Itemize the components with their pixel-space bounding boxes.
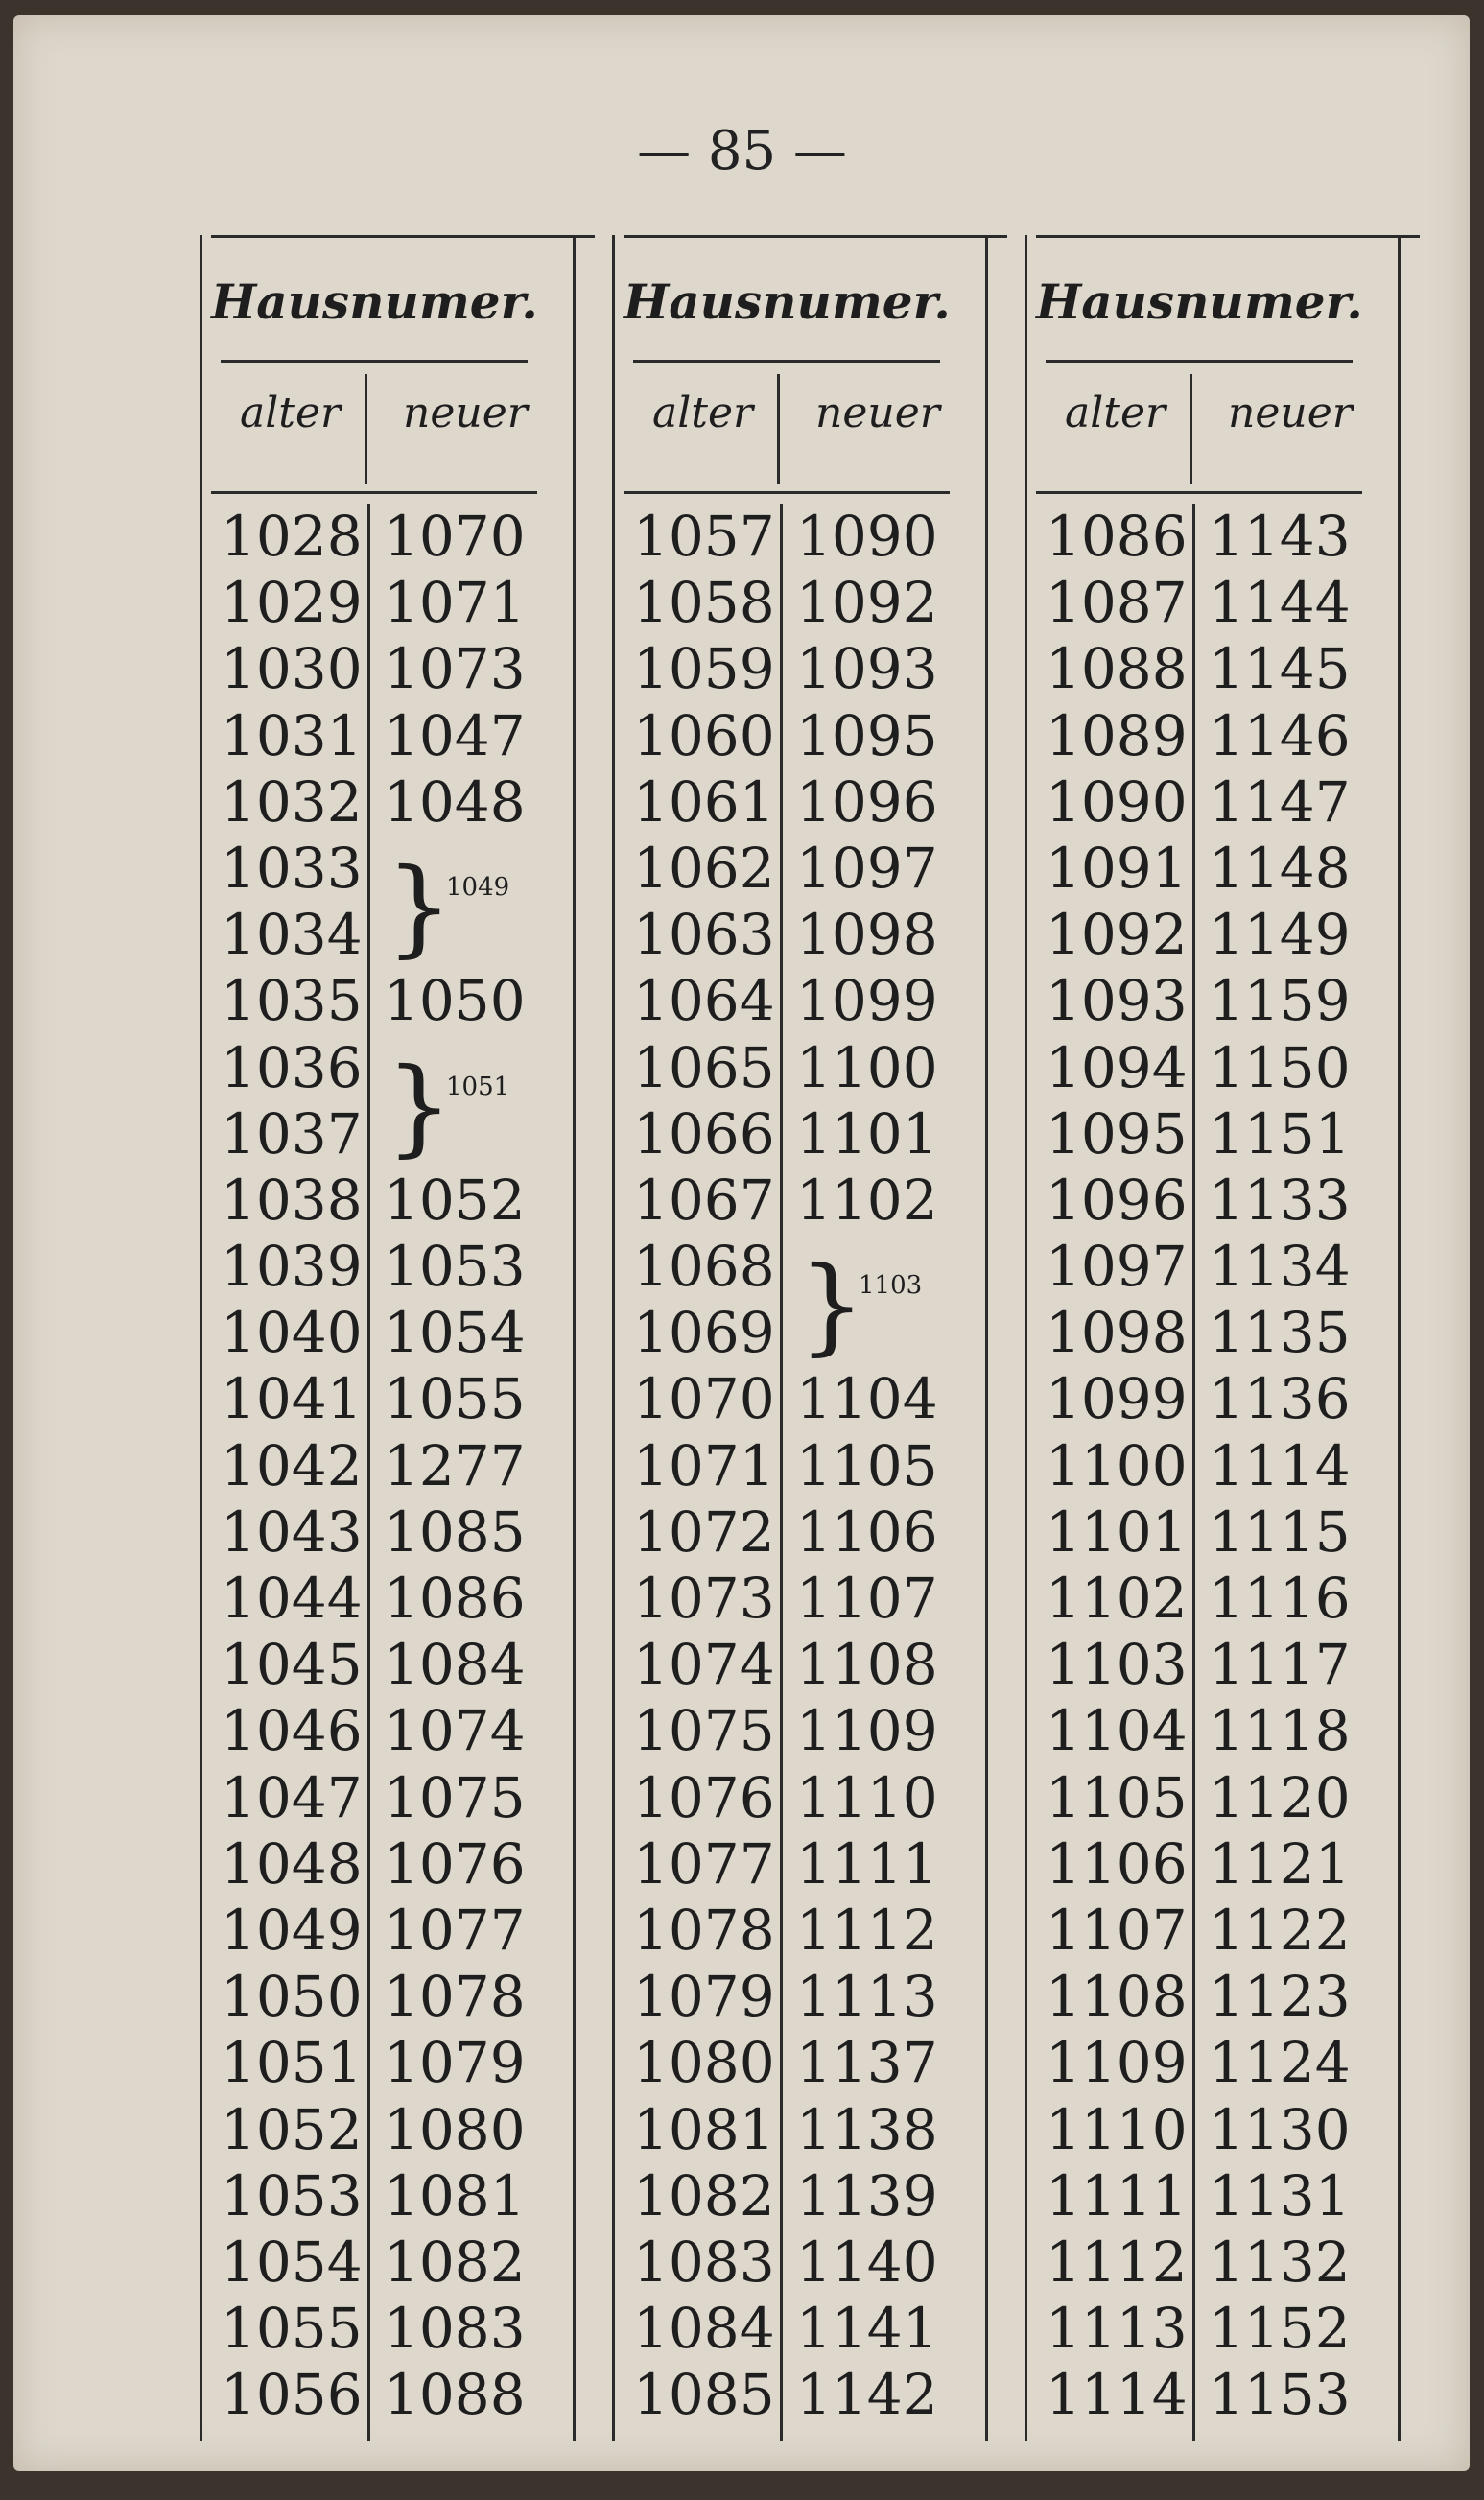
old-number: 1032 — [221, 768, 363, 835]
subheader-new: neuer — [1228, 389, 1353, 437]
new-number: 1115 — [1209, 1498, 1351, 1565]
table-rows — [211, 504, 537, 2428]
old-number: 1035 — [221, 968, 363, 1034]
new-number: 1070 — [384, 504, 526, 569]
table-row — [624, 1765, 950, 1831]
table-row — [624, 1035, 950, 1101]
old-number: 1069 — [633, 1300, 775, 1366]
old-number: 1074 — [633, 1632, 775, 1698]
old-number: 1068 — [633, 1234, 775, 1300]
new-number: 1133 — [1209, 1167, 1351, 1233]
old-number: 1108 — [1046, 1964, 1188, 2030]
table-row — [1036, 2362, 1362, 2428]
old-number: 1062 — [633, 835, 775, 901]
table-row — [1036, 1167, 1362, 1234]
new-number: 1075 — [384, 1764, 526, 1830]
old-number: 1028 — [221, 504, 363, 569]
new-number: 1079 — [384, 2030, 526, 2096]
new-number: 1081 — [384, 2162, 526, 2229]
old-number: 1102 — [1046, 1566, 1188, 1631]
new-number: 1108 — [796, 1632, 938, 1698]
old-number: 1101 — [1046, 1498, 1188, 1565]
new-number: 1143 — [1209, 504, 1351, 569]
table-row — [211, 1964, 537, 2030]
new-number: 1085 — [384, 1498, 526, 1565]
old-number: 1079 — [633, 1964, 775, 2030]
table-row — [1036, 1964, 1362, 2030]
table-row — [211, 1831, 537, 1898]
old-number: 1044 — [221, 1566, 363, 1631]
subheader-rule — [1036, 491, 1362, 494]
new-number: 1088 — [384, 2362, 526, 2428]
new-number: 1078 — [384, 1964, 526, 2030]
old-number: 1111 — [1046, 2162, 1188, 2229]
table-row — [1036, 1101, 1362, 1167]
old-number: 1094 — [1046, 1034, 1188, 1100]
table-row — [624, 1898, 950, 1964]
new-number: 1082 — [384, 2229, 526, 2295]
table-row — [211, 703, 537, 769]
new-number: 1101 — [796, 1100, 938, 1167]
table-row — [211, 2163, 537, 2229]
new-number: 1080 — [384, 2096, 526, 2162]
new-number: 1140 — [796, 2229, 938, 2295]
new-number: 1277 — [384, 1432, 526, 1498]
old-number: 1072 — [633, 1498, 775, 1565]
table-row — [1036, 1300, 1362, 1366]
old-number: 1060 — [633, 702, 775, 768]
page-number: — 85 — — [637, 120, 847, 182]
new-number: 1159 — [1209, 968, 1351, 1034]
column-right-rule — [573, 235, 576, 2441]
table-row — [624, 1566, 950, 1632]
new-number: 1136 — [1209, 1366, 1351, 1432]
new-number: 1052 — [384, 1167, 526, 1233]
old-number: 1105 — [1046, 1764, 1188, 1830]
table-row — [211, 636, 537, 702]
new-number: 1132 — [1209, 2229, 1351, 2295]
old-number: 1066 — [633, 1100, 775, 1167]
old-number: 1033 — [221, 835, 363, 901]
new-number: 1141 — [796, 2296, 938, 2362]
old-number: 1030 — [221, 636, 363, 702]
table-row — [624, 2296, 950, 2362]
new-number: 1050 — [384, 968, 526, 1034]
old-number: 1054 — [221, 2229, 363, 2295]
new-number: 1151 — [1209, 1100, 1351, 1167]
subheader-divider — [365, 374, 367, 484]
table-row — [624, 1366, 950, 1432]
old-number: 1090 — [1046, 768, 1188, 835]
old-number: 1075 — [633, 1698, 775, 1764]
new-number: 1074 — [384, 1698, 526, 1764]
grouping-brace-icon: } — [798, 1243, 865, 1367]
new-number: 1107 — [796, 1566, 938, 1631]
old-number: 1051 — [221, 2030, 363, 2096]
old-number: 1039 — [221, 1234, 363, 1300]
column-top-rule — [1036, 235, 1420, 238]
grouping-brace-icon: } — [386, 1044, 453, 1167]
table-row — [1036, 636, 1362, 702]
new-number: 1149 — [1209, 902, 1351, 968]
old-number: 1100 — [1046, 1432, 1188, 1498]
column-right-rule — [1398, 235, 1401, 2441]
old-number: 1113 — [1046, 2296, 1188, 2362]
old-number: 1085 — [633, 2362, 775, 2428]
table-row — [211, 1234, 537, 1300]
table-row — [211, 2030, 537, 2096]
old-number: 1031 — [221, 702, 363, 768]
new-number: 1102 — [796, 1167, 938, 1233]
table-row — [1036, 2030, 1362, 2096]
old-number: 1089 — [1046, 702, 1188, 768]
table-row — [1036, 703, 1362, 769]
header-rule — [1046, 360, 1353, 363]
new-number: 1114 — [1209, 1432, 1351, 1498]
column-header: Hausnumer. — [624, 273, 951, 330]
old-number: 1034 — [221, 902, 363, 968]
table-row — [1036, 570, 1362, 636]
old-number: 1048 — [221, 1830, 363, 1897]
table-row — [624, 1433, 950, 1499]
table-row — [1036, 1366, 1362, 1432]
column-top-rule — [211, 235, 595, 238]
old-number: 1065 — [633, 1034, 775, 1100]
new-number: 1047 — [384, 702, 526, 768]
new-number: 1120 — [1209, 1764, 1351, 1830]
new-number: 1150 — [1209, 1034, 1351, 1100]
old-number: 1071 — [633, 1432, 775, 1498]
old-number: 1058 — [633, 570, 775, 636]
subheader-divider — [1190, 374, 1192, 484]
new-number: 1096 — [796, 768, 938, 835]
old-number: 1114 — [1046, 2362, 1188, 2428]
new-number: 1092 — [796, 570, 938, 636]
column-top-rule — [624, 235, 1007, 238]
old-number: 1043 — [221, 1498, 363, 1565]
new-number: 1105 — [796, 1432, 938, 1498]
old-number: 1092 — [1046, 902, 1188, 968]
old-number: 1109 — [1046, 2030, 1188, 2096]
table-row — [624, 1101, 950, 1167]
old-number: 1088 — [1046, 636, 1188, 702]
table-row — [211, 1300, 537, 1366]
table-row — [211, 1566, 537, 1632]
subheader-new: neuer — [403, 389, 528, 437]
old-number: 1067 — [633, 1167, 775, 1233]
new-number: 1093 — [796, 636, 938, 702]
table-row — [211, 1167, 537, 1234]
table-row — [1036, 1765, 1362, 1831]
new-number: 1083 — [384, 2296, 526, 2362]
header-rule — [633, 360, 940, 363]
new-number: 1124 — [1209, 2030, 1351, 2096]
table-row — [1036, 1433, 1362, 1499]
table-row — [211, 1632, 537, 1698]
new-number: 1135 — [1209, 1300, 1351, 1366]
new-number: 1147 — [1209, 768, 1351, 835]
new-number: 1048 — [384, 768, 526, 835]
column-left-rule — [200, 235, 202, 2441]
table-rows — [624, 504, 950, 2428]
table-row — [1036, 2229, 1362, 2296]
old-number: 1038 — [221, 1167, 363, 1233]
table-row — [624, 703, 950, 769]
old-number: 1104 — [1046, 1698, 1188, 1764]
table-row — [624, 1831, 950, 1898]
table-column-1 — [211, 235, 556, 2441]
new-number: 1104 — [796, 1366, 938, 1432]
table-row — [1036, 1035, 1362, 1101]
new-number: 1122 — [1209, 1897, 1351, 1963]
table-row — [1036, 2296, 1362, 2362]
old-number: 1081 — [633, 2096, 775, 2162]
new-number: 1116 — [1209, 1566, 1351, 1631]
new-number: 1130 — [1209, 2096, 1351, 2162]
table-row — [624, 570, 950, 636]
table-row — [624, 504, 950, 570]
old-number: 1082 — [633, 2162, 775, 2229]
table-row — [624, 636, 950, 702]
new-number: 1112 — [796, 1897, 938, 1963]
new-number: 1134 — [1209, 1234, 1351, 1300]
old-number: 1080 — [633, 2030, 775, 2096]
new-number: 1148 — [1209, 835, 1351, 901]
new-number: 1076 — [384, 1830, 526, 1897]
subheader-old: alter — [652, 389, 754, 437]
table-row — [624, 1632, 950, 1698]
old-number: 1041 — [221, 1366, 363, 1432]
old-number: 1063 — [633, 902, 775, 968]
old-number: 1053 — [221, 2162, 363, 2229]
old-number: 1045 — [221, 1632, 363, 1698]
table-row — [1036, 1698, 1362, 1764]
new-number: 1097 — [796, 835, 938, 901]
column-left-rule — [1025, 235, 1027, 2441]
table-row — [624, 968, 950, 1034]
subheader-rule — [624, 491, 950, 494]
table-row — [1036, 1234, 1362, 1300]
subheader-new: neuer — [815, 389, 940, 437]
table-row — [1036, 1566, 1362, 1632]
table-row — [1036, 836, 1362, 902]
new-number: 1054 — [384, 1300, 526, 1366]
old-number: 1037 — [221, 1100, 363, 1167]
old-number: 1096 — [1046, 1167, 1188, 1233]
new-number: 1137 — [796, 2030, 938, 2096]
new-number: 1145 — [1209, 636, 1351, 702]
old-number: 1093 — [1046, 968, 1188, 1034]
old-number: 1099 — [1046, 1366, 1188, 1432]
table-row — [211, 2362, 537, 2428]
new-number: 1090 — [796, 504, 938, 569]
old-number: 1107 — [1046, 1897, 1188, 1963]
table-row — [624, 1499, 950, 1566]
subheader-old: alter — [240, 389, 342, 437]
table-row — [211, 570, 537, 636]
old-number: 1110 — [1046, 2096, 1188, 2162]
table-row — [211, 1433, 537, 1499]
old-number: 1040 — [221, 1300, 363, 1366]
table-row — [1036, 902, 1362, 968]
old-number: 1087 — [1046, 570, 1188, 636]
old-number: 1047 — [221, 1764, 363, 1830]
old-number: 1086 — [1046, 504, 1188, 569]
table-column-3 — [1036, 235, 1381, 2441]
new-number: 1123 — [1209, 1964, 1351, 2030]
subheader-rule — [211, 491, 537, 494]
table-row — [211, 1366, 537, 1432]
old-number: 1064 — [633, 968, 775, 1034]
table-rows — [1036, 504, 1362, 2428]
old-number: 1059 — [633, 636, 775, 702]
old-number: 1098 — [1046, 1300, 1188, 1366]
new-number: 1117 — [1209, 1632, 1351, 1698]
table-row — [624, 769, 950, 836]
table-row — [211, 2097, 537, 2163]
old-number: 1046 — [221, 1698, 363, 1764]
old-number: 1036 — [221, 1034, 363, 1100]
new-number: 1049 — [446, 873, 510, 903]
old-number: 1070 — [633, 1366, 775, 1432]
table-row — [1036, 2163, 1362, 2229]
new-number: 1153 — [1209, 2362, 1351, 2428]
subheader-old: alter — [1065, 389, 1166, 437]
new-number: 1106 — [796, 1498, 938, 1565]
old-number: 1052 — [221, 2096, 363, 2162]
new-number: 1113 — [796, 1964, 938, 2030]
table-row — [1036, 968, 1362, 1034]
table-row — [211, 968, 537, 1034]
table-row — [624, 1698, 950, 1764]
new-number: 1142 — [796, 2362, 938, 2428]
old-number: 1029 — [221, 570, 363, 636]
old-number: 1055 — [221, 2296, 363, 2362]
table-row — [211, 769, 537, 836]
table-row — [1036, 504, 1362, 570]
new-number: 1095 — [796, 702, 938, 768]
new-number: 1086 — [384, 1566, 526, 1631]
new-number: 1084 — [384, 1632, 526, 1698]
new-number: 1103 — [859, 1271, 923, 1301]
new-number: 1073 — [384, 636, 526, 702]
new-number: 1053 — [384, 1234, 526, 1300]
table-row — [1036, 2097, 1362, 2163]
old-number: 1084 — [633, 2296, 775, 2362]
column-header: Hausnumer. — [211, 273, 538, 330]
table-row — [1036, 1898, 1362, 1964]
table-row — [1036, 769, 1362, 836]
table-row — [211, 2296, 537, 2362]
table-row — [624, 836, 950, 902]
table-row — [624, 1964, 950, 2030]
new-number: 1121 — [1209, 1830, 1351, 1897]
new-number: 1152 — [1209, 2296, 1351, 2362]
old-number: 1091 — [1046, 835, 1188, 901]
table-row — [624, 2097, 950, 2163]
old-number: 1042 — [221, 1432, 363, 1498]
table-row — [624, 2030, 950, 2096]
table-row — [1036, 1632, 1362, 1698]
old-number: 1056 — [221, 2362, 363, 2428]
old-number: 1106 — [1046, 1830, 1188, 1897]
old-number: 1097 — [1046, 1234, 1188, 1300]
old-number: 1073 — [633, 1566, 775, 1631]
column-left-rule — [612, 235, 615, 2441]
new-number: 1138 — [796, 2096, 938, 2162]
table-row — [624, 2362, 950, 2428]
old-number: 1078 — [633, 1897, 775, 1963]
table-row — [211, 1898, 537, 1964]
new-number: 1111 — [796, 1830, 938, 1897]
old-number: 1095 — [1046, 1100, 1188, 1167]
table-row — [624, 2229, 950, 2296]
new-number: 1100 — [796, 1034, 938, 1100]
table-row — [624, 2163, 950, 2229]
table-row — [211, 504, 537, 570]
table-row — [211, 1499, 537, 1566]
table-row — [211, 1765, 537, 1831]
new-number: 1051 — [446, 1072, 510, 1101]
old-number: 1061 — [633, 768, 775, 835]
table-row — [624, 902, 950, 968]
new-number: 1131 — [1209, 2162, 1351, 2229]
old-number: 1076 — [633, 1764, 775, 1830]
table-row — [624, 1167, 950, 1234]
new-number: 1098 — [796, 902, 938, 968]
new-number: 1144 — [1209, 570, 1351, 636]
old-number: 1103 — [1046, 1632, 1188, 1698]
column-right-rule — [985, 235, 988, 2441]
new-number: 1055 — [384, 1366, 526, 1432]
new-number: 1146 — [1209, 702, 1351, 768]
table-row — [1036, 1831, 1362, 1898]
grouping-brace-icon: } — [386, 845, 453, 969]
old-number: 1077 — [633, 1830, 775, 1897]
old-number: 1050 — [221, 1964, 363, 2030]
new-number: 1139 — [796, 2162, 938, 2229]
new-number: 1071 — [384, 570, 526, 636]
table-column-2 — [624, 235, 969, 2441]
subheader-divider — [777, 374, 780, 484]
old-number: 1057 — [633, 504, 775, 569]
old-number: 1112 — [1046, 2229, 1188, 2295]
new-number: 1110 — [796, 1764, 938, 1830]
table-row — [1036, 1499, 1362, 1566]
old-number: 1049 — [221, 1897, 363, 1963]
new-number: 1109 — [796, 1698, 938, 1764]
table-row — [211, 2229, 537, 2296]
old-number: 1083 — [633, 2229, 775, 2295]
table-row — [211, 1698, 537, 1764]
new-number: 1077 — [384, 1897, 526, 1963]
new-number: 1118 — [1209, 1698, 1351, 1764]
header-rule — [221, 360, 528, 363]
column-header: Hausnumer. — [1036, 273, 1363, 330]
new-number: 1099 — [796, 968, 938, 1034]
